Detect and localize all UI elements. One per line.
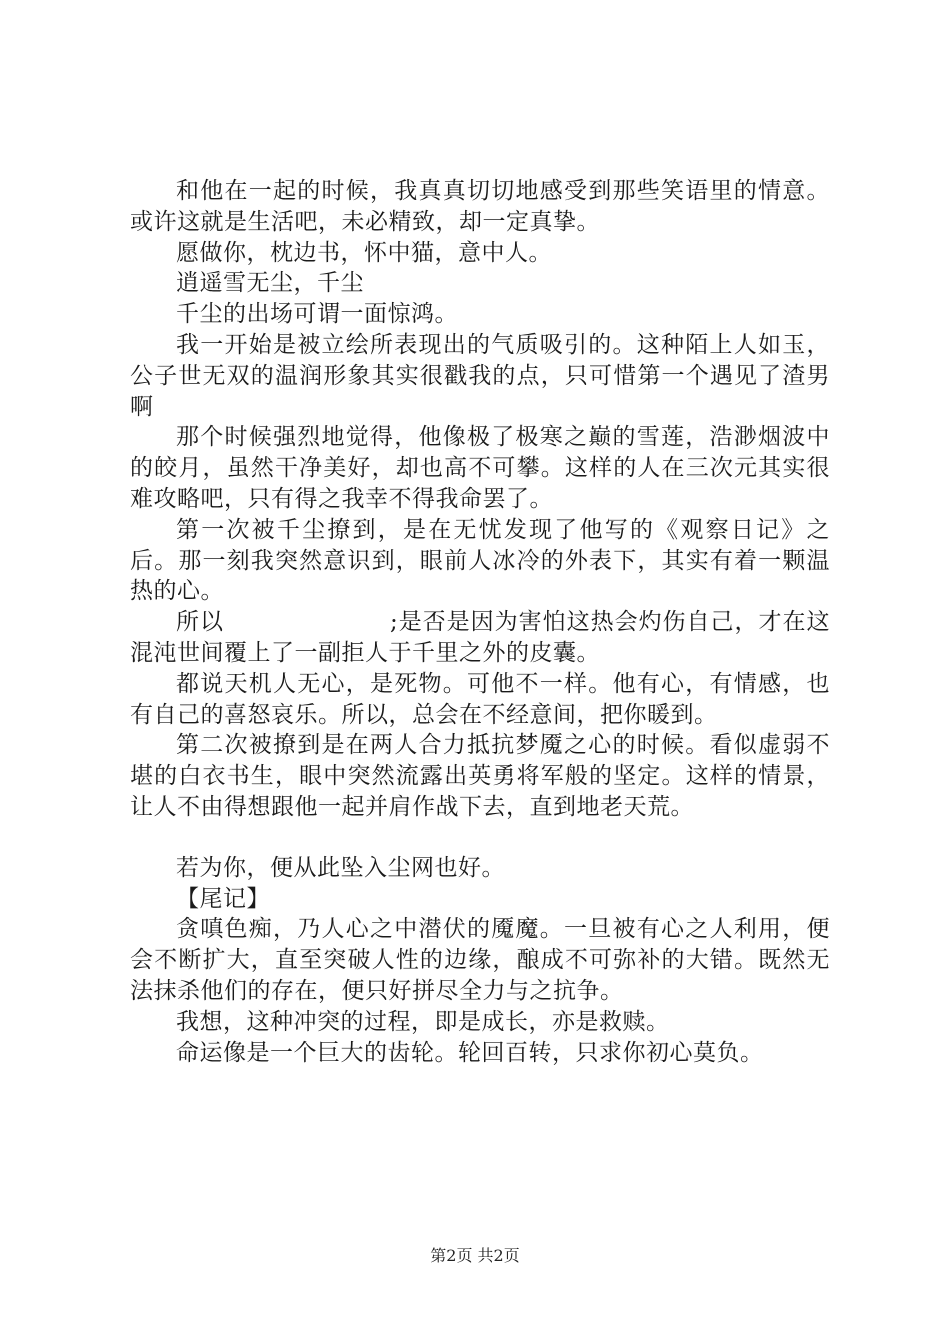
paragraph: 和他在一起的时候，我真真切切地感受到那些笑语里的情意。或许这就是生活吧，未必精致，却一定真挚。: [130, 178, 830, 235]
paragraph: 若为你，便从此坠入尘网也好。: [176, 854, 505, 881]
paragraph: 第二次被撩到是在两人合力抵抗梦魇之心的时候。看似虚弱不堪的白衣书生，眼中突然流露出英勇将军般的坚定。这样的情景，让人不由得想跟他一起并肩作战下去，直到地老天荒。: [130, 732, 830, 820]
document-body: [130, 176, 830, 1068]
paragraph: 千尘的出场可谓一面惊鸿。: [176, 301, 458, 328]
paragraph: 逍遥雪无尘，千尘: [176, 270, 364, 297]
paragraph: 我想，这种冲突的过程，即是成长，亦是救赎。: [176, 1008, 670, 1035]
paragraph: 第一次被千尘撩到，是在无忧发现了他写的《观察日记》之后。那一刻我突然意识到，眼前人冰冷的外表下，其实有着一颗温热的心。: [130, 516, 830, 605]
paragraph: 愿做你，枕边书，怀中猫，意中人。: [176, 239, 552, 266]
paragraph: 所以 ;是否是因为害怕这热会灼伤自己，才在这混沌世间覆上了一副拒人于千里之外的皮囊。: [130, 609, 830, 666]
section-heading: 【尾记】: [176, 885, 270, 912]
paragraph: 都说天机人无心，是死物。可他不一样。他有心，有情感，也有自己的喜怒哀乐。所以，总会在不经意间，把你暖到。: [130, 670, 830, 728]
paragraph: 那个时候强烈地觉得，他像极了极寒之巅的雪莲，浩渺烟波中的皎月，虽然干净美好，却也高不可攀。这样的人在三次元其实很难攻略吧，只有得之我幸不得我命罢了。: [130, 424, 830, 512]
page-number-footer: 第2页 共2页: [430, 1246, 520, 1265]
paragraph: 命运像是一个巨大的齿轮。轮回百转，只求你初心莫负。: [176, 1039, 764, 1066]
paragraph: 贪嗔色痴，乃人心之中潜伏的魇魔。一旦被有心之人利用，便会不断扩大，直至突破人性的边缘，酿成不可弥补的大错。既然无法抹杀他们的存在，便只好拼尽全力与之抗争。: [130, 916, 830, 1004]
paragraph: 我一开始是被立绘所表现出的气质吸引的。这种陌上人如玉，公子世无双的温润形象其实很戳我的点，只可惜第一个遇见了渣男啊: [130, 331, 830, 420]
